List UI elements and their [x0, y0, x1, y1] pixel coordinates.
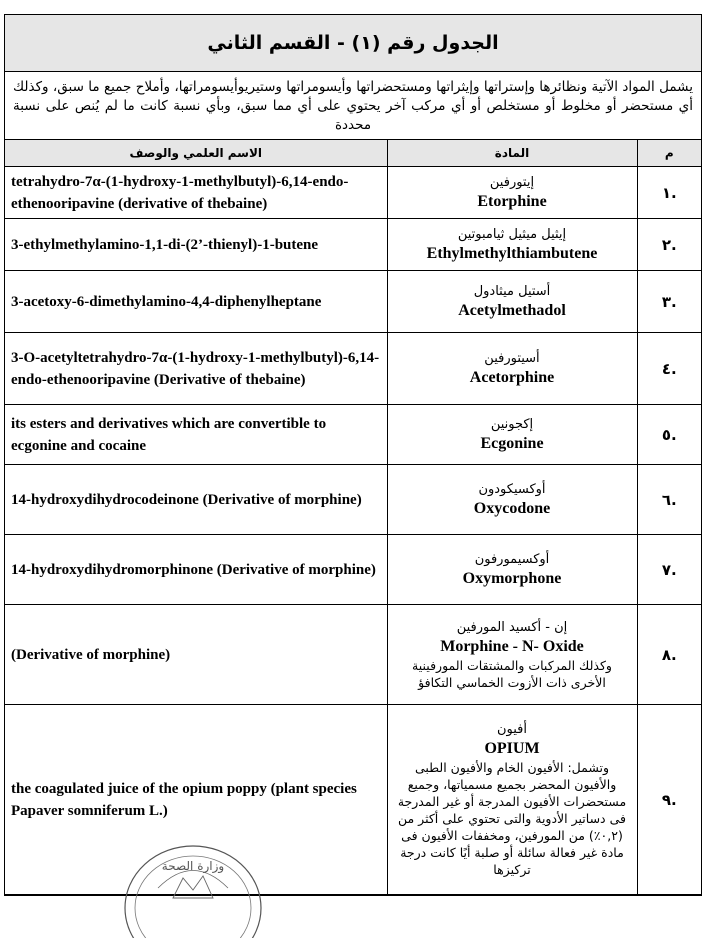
scientific-description: 14-hydroxydihydromorphinone (Derivative of morphine)	[5, 535, 387, 605]
table-row	[5, 705, 701, 895]
substance-cell	[387, 405, 637, 465]
substance-cell	[387, 535, 637, 605]
substance-cell	[387, 605, 637, 705]
row-number: .٩	[637, 705, 701, 895]
scope-paragraph: يشمل المواد الآتية ونظائرها وإستراتها وإيثراتها ومستحضراتها وأيسومراتها وستيريوأيسومراتها، وأملاح جميع ما سبق، وكذلك أي مستحضر أو مخلوط أو مستخلص أو أي مركب آخر يحتوي على أي مما سبق، وبأي نسبة كانت ما لم يُنص على نسبة محددة	[5, 72, 701, 140]
substance-arabic-name: إيثيل ميثيل ثيامبوتين	[457, 226, 567, 242]
substance-english-name: Acetorphine	[469, 368, 555, 386]
table-row	[5, 465, 701, 535]
substance-arabic-name: أفيون	[496, 722, 527, 737]
row-number: .٥	[637, 405, 701, 465]
row-number: .٨	[637, 605, 701, 705]
row-number: .٤	[637, 333, 701, 405]
header-substance: المادة	[387, 140, 637, 167]
scientific-description: (Derivative of morphine)	[5, 605, 387, 705]
substance-arabic-name: أوكسيمورفون	[474, 551, 550, 567]
substance-cell	[387, 271, 637, 333]
substance-arabic-name: أسيتورفين	[484, 350, 540, 366]
scientific-description: 3-ethylmethylamino-1,1-di-(2’-thienyl)-1-butene	[5, 219, 387, 271]
scientific-description: 3-acetoxy-6-dimethylamino-4,4-diphenylheptane	[5, 271, 387, 333]
substance-cell	[387, 167, 637, 219]
substance-english-name: Etorphine	[477, 192, 547, 210]
substance-english-name: Ethylmethylthiambutene	[426, 244, 598, 262]
table-title: الجدول رقم (١) - القسم الثاني	[207, 32, 499, 54]
table-row	[5, 167, 701, 219]
header-row	[5, 140, 701, 167]
substance-arabic-name: أوكسيكودون	[478, 481, 546, 497]
table-row	[5, 535, 701, 605]
table-row	[5, 405, 701, 465]
row-number: .٦	[637, 465, 701, 535]
table-row	[5, 333, 701, 405]
substance-note: وكذلك المركبات والمشتقات المورفينية الأخرى ذات الأزوت الخماسي التكافؤ	[412, 657, 612, 690]
substance-english-name: Morphine - N- Oxide	[440, 637, 584, 655]
substance-cell	[387, 705, 637, 895]
substance-cell	[387, 219, 637, 271]
substance-note: وتشمل: الأفيون الخام والأفيون الطبى والأفيون المحضر بجميع مسمياتها، وجميع مستحضرات الأفيون المدرجة أو غير المدرجة فى دساتير الأدوية والتى تحتوي على أكثر من (٠,٢٪) من المورفين، ومخففات الأفيون فى مادة غير فعالة سائلة أو صلبة أيًا كانت درجة تركيزها	[397, 760, 627, 877]
substance-arabic-name: أستيل ميثادول	[473, 283, 551, 299]
substance-english-name: Oxycodone	[473, 499, 551, 517]
seal-text: وزارة الصحة	[161, 859, 225, 873]
row-number: .٧	[637, 535, 701, 605]
header-scientific: الاسم العلمي والوصف	[5, 140, 387, 167]
table-row	[5, 605, 701, 705]
table-frame	[4, 14, 702, 896]
substances-table	[5, 140, 701, 895]
substance-cell	[387, 465, 637, 535]
scientific-description: tetrahydro-7α-(1-hydroxy-1-methylbutyl)-6,14-endo-ethenooripavine (derivative of thebaine)	[5, 167, 387, 219]
row-number: .٢	[637, 219, 701, 271]
substance-english-name: Ecgonine	[480, 434, 544, 452]
substance-arabic-name: إكجونين	[490, 416, 534, 432]
scientific-description: 14-hydroxydihydrocodeinone (Derivative of morphine)	[5, 465, 387, 535]
substance-english-name: OPIUM	[484, 740, 540, 757]
substance-english-name: Oxymorphone	[462, 569, 562, 587]
substance-arabic-name: إن - أكسيد المورفين	[456, 619, 568, 635]
row-number: .١	[637, 167, 701, 219]
scientific-description: 3-O-acetyltetrahydro-7α-(1-hydroxy-1-methylbutyl)-6,14-endo-ethenooripavine (Derivative of thebaine)	[5, 333, 387, 405]
table-row	[5, 219, 701, 271]
title-band	[5, 15, 701, 72]
table-row	[5, 271, 701, 333]
scientific-description: its esters and derivatives which are convertible to ecgonine and cocaine	[5, 405, 387, 465]
substance-arabic-name: إيتورفين	[489, 174, 535, 190]
scientific-description: the coagulated juice of the opium poppy (plant species Papaver somniferum L.)	[5, 705, 387, 895]
row-number: .٣	[637, 271, 701, 333]
substance-cell	[387, 333, 637, 405]
header-num: م	[637, 140, 701, 167]
substance-english-name: Acetylmethadol	[458, 301, 566, 319]
